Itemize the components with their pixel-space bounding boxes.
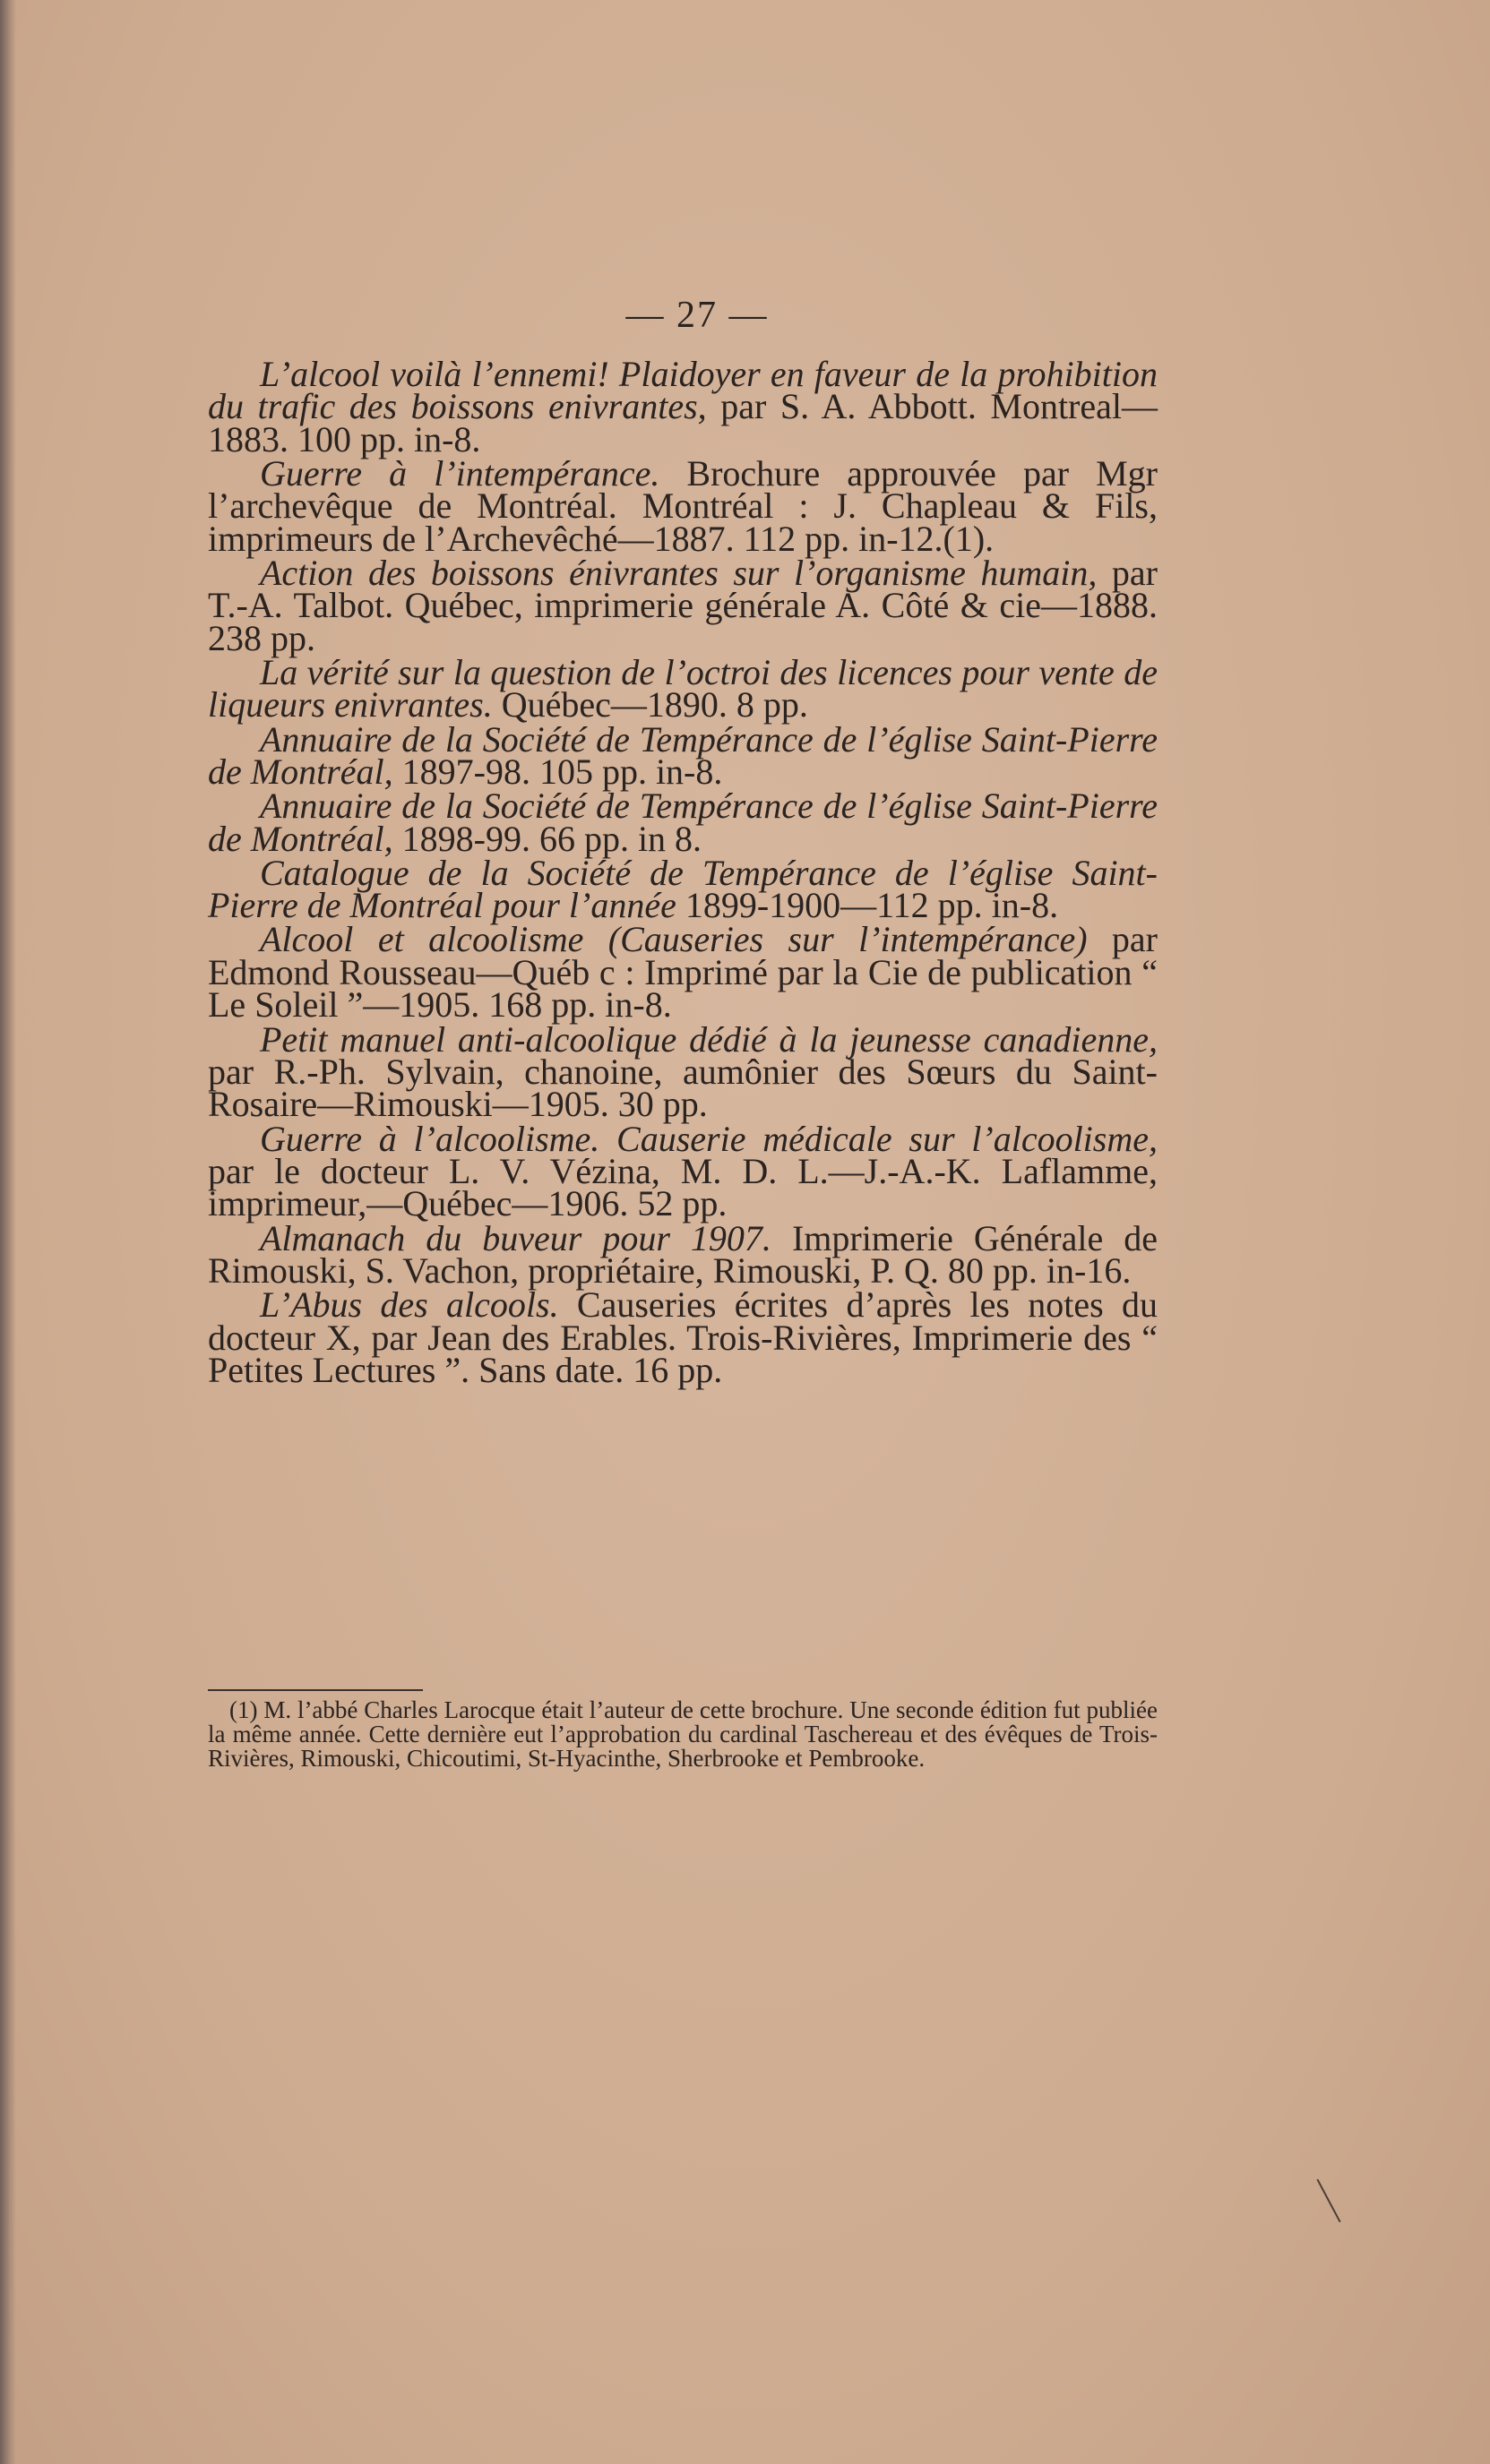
entry-title: L’alcool voilà l’ennemi! Plaidoyer en faveur de la prohibition du trafic des boissons enivrantes, <box>208 354 1158 427</box>
bibliography-entry <box>208 354 1158 459</box>
entry-title: Guerre à l’alcoolisme. Causerie médicale sur l’alcoolisme, <box>260 1118 1158 1159</box>
entry-details: par Edmond Rousseau—Québ c : Imprimé par la Cie de publication “ Le Soleil ”—1905. 168 pp. in-8. <box>208 919 1158 1026</box>
entry-title: La vérité sur la question de l’octroi des licences pour vente de liqueurs enivrantes. <box>208 652 1158 725</box>
entry-title: Almanach du buveur pour 1907. <box>260 1217 771 1258</box>
entry-details: 1898-99. 66 pp. in 8. <box>392 818 702 859</box>
bibliography-entry <box>208 919 1158 1026</box>
page-edge-shadow <box>0 0 16 2464</box>
bibliography-entry <box>208 1118 1158 1224</box>
entry-title: Action des boissons énivrantes sur l’organisme humain, <box>260 553 1098 594</box>
entry-details: Québec—1890. 8 pp. <box>492 684 808 725</box>
bibliography-entry <box>208 652 1158 725</box>
footnote: (1) M. l’abbé Charles Larocque était l’auteur de cette brochure. Une seconde édition fut publiée la même année. Cette dernière eut l’approbation du cardinal Taschereau et des évêques de Trois-Rivières, Rimouski, Chicoutimi, St-Hyacinthe, Sherbrooke et Pembrooke. <box>208 1696 1158 1772</box>
bibliography-entry <box>208 453 1158 559</box>
entry-details: par T.-A. Talbot. Québec, imprimerie générale A. Côté & cie—1888. 238 pp. <box>208 553 1158 658</box>
entry-details: Brochure approuvée par Mgr l’archevêque de Montréal. Montréal : J. Chapleau & Fils, imprimeurs de l’Archevêché—1887. 112 pp. in-12.(1). <box>208 453 1158 559</box>
entry-title: Annuaire de la Société de Tempérance de l’église Saint-Pierre de Montréal, <box>208 786 1158 859</box>
entry-title: Guerre à l’intempérance. <box>260 453 660 494</box>
entry-title: Annuaire de la Société de Tempérance de l’église Saint-Pierre de Montréal, <box>208 718 1158 793</box>
bibliography-entry <box>208 1284 1158 1390</box>
bibliography-list <box>208 354 1158 1390</box>
entry-details: Imprimerie Générale de Rimouski, S. Vachon, propriétaire, Rimouski, P. Q. 80 pp. in-16. <box>208 1217 1158 1291</box>
footnote-divider <box>208 1689 423 1691</box>
stray-pen-mark <box>1316 2179 1340 2223</box>
page-number: — 27 — <box>625 295 769 336</box>
bibliography-entry <box>208 553 1158 658</box>
entry-title: Alcool et alcoolisme (Causeries sur l’intempérance) <box>260 919 1088 960</box>
entry-details: 1899-1900—112 pp. in-8. <box>676 885 1059 926</box>
bibliography-entry <box>208 1217 1158 1291</box>
entry-details: Causeries écrites d’après les notes du docteur X, par Jean des Erables. Trois-Rivières, Imprimerie des “ Petites Lectures ”. Sans date. 16 pp. <box>208 1284 1158 1390</box>
bibliography-entry <box>208 852 1158 926</box>
entry-title: Petit manuel anti-alcoolique dédié à la jeunesse canadienne, <box>260 1018 1158 1060</box>
entry-details: par R.-Ph. Sylvain, chanoine, aumônier des Sœurs du Saint-Rosaire—Rimouski—1905. 30 pp. <box>208 1051 1158 1125</box>
bibliography-entry <box>208 1018 1158 1125</box>
entry-title: L’Abus des alcools. <box>260 1284 559 1326</box>
bibliography-entry <box>208 718 1158 793</box>
entry-title: Catalogue de la Société de Tempérance de l’église Saint-Pierre de Montréal pour l’année <box>208 852 1158 926</box>
entry-details: par le docteur L. V. Vézina, M. D. L.—J.-A.-K. Laflamme, imprimeur,—Québec—1906. 52 pp. <box>208 1150 1158 1224</box>
bibliography-entry <box>208 786 1158 859</box>
entry-details: par S. A. Abbott. Montreal—1883. 100 pp. in-8. <box>208 386 1158 459</box>
entry-details: 1897-98. 105 pp. in-8. <box>392 751 723 793</box>
